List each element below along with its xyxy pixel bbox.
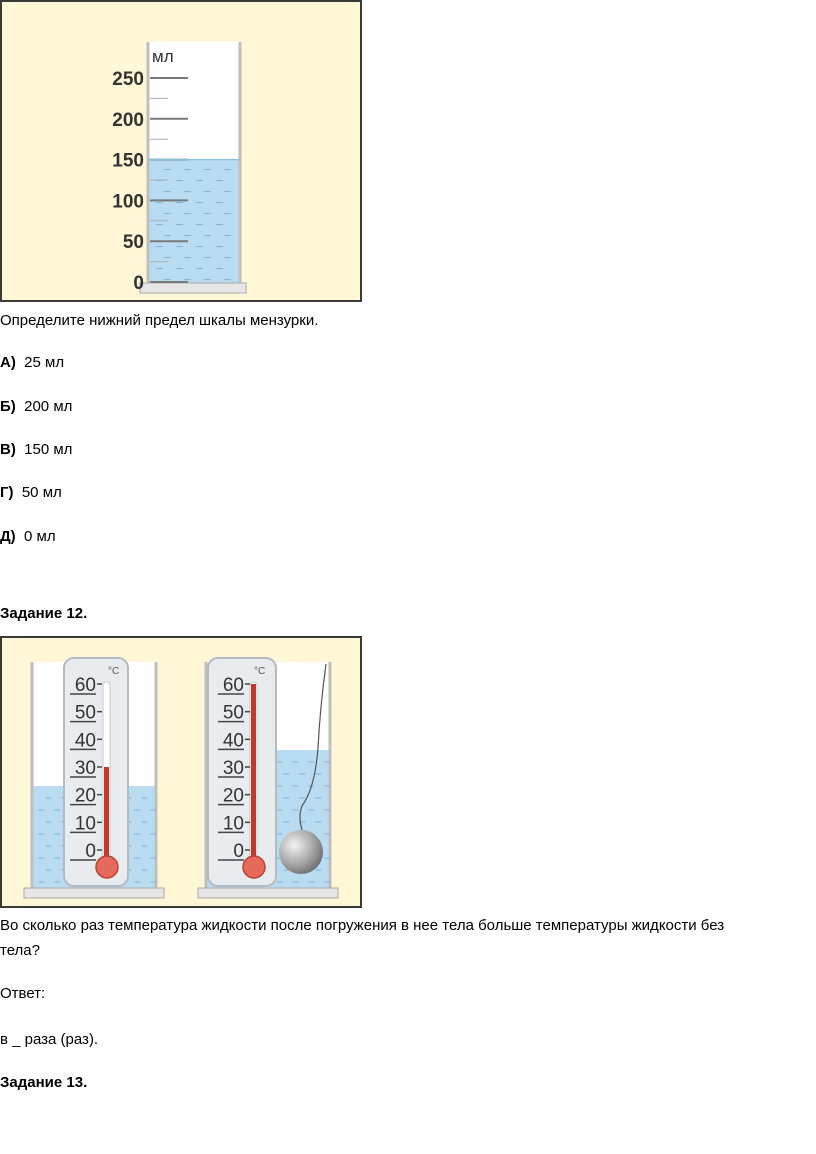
thermo-scale-label: 40 (222, 730, 244, 752)
thermo-scale-label: 60 (74, 675, 96, 696)
left-thermometer-column (104, 767, 109, 864)
beaker-liquid (148, 160, 240, 284)
left-vessel-base (24, 888, 164, 898)
right-vessel-base (198, 888, 338, 898)
left-thermometer (64, 658, 128, 886)
thermo-scale-label: 10 (74, 813, 96, 835)
thermo-scale-label: 30 (74, 758, 96, 779)
right-thermometer-bulb (243, 856, 265, 878)
right-thermometer-column (251, 684, 256, 864)
thermo-scale-label: 0 (233, 841, 244, 862)
immersed-weight (279, 830, 323, 874)
thermo-scale-label: 0 (85, 841, 96, 862)
task11-question: Определите нижний предел шкалы мензурки. (0, 312, 319, 329)
task12-question-line1: Во сколько раз температура жидкости после погружения в нее тела больше температуры жидкости без (0, 917, 725, 934)
option-letter: Б) (0, 398, 16, 415)
scale-label: 200 (112, 109, 144, 131)
thermo-scale-label: 50 (74, 702, 96, 724)
option-text: 50 мл (21, 484, 62, 501)
thermo-scale-label: 60 (222, 675, 244, 696)
option-v (0, 440, 72, 460)
option-text: 200 мл (24, 398, 73, 415)
option-a (0, 353, 64, 373)
option-g (0, 483, 62, 503)
thermo-scale-label: 20 (222, 785, 244, 807)
option-text: 150 мл (24, 441, 73, 458)
answer-line: в _ раза (раз). (0, 1031, 99, 1048)
scale-label: 150 (112, 150, 144, 172)
option-letter: Д) (0, 528, 16, 545)
scale-label: 0 (133, 273, 144, 294)
scale-label: 250 (112, 69, 144, 90)
option-text: 25 мл (24, 354, 65, 371)
option-b (0, 397, 72, 417)
beaker-illustration (2, 2, 360, 300)
thermo-scale-label: 40 (74, 730, 96, 752)
answer-label: Ответ: (0, 985, 46, 1002)
task12-heading: Задание 12. (0, 605, 88, 622)
thermo-scale-label: 10 (222, 813, 244, 835)
thermometers-figure (0, 636, 362, 908)
option-letter: В) (0, 441, 16, 458)
thermo-scale-label: 20 (74, 785, 96, 807)
left-thermometer-bulb (96, 856, 118, 878)
beaker-unit-label: мл (152, 47, 174, 66)
scale-label: 50 (122, 232, 144, 254)
right-unit-label: °C (254, 666, 266, 677)
left-unit-label: °C (108, 666, 120, 677)
scale-label: 100 (112, 191, 144, 213)
option-d (0, 527, 56, 547)
thermo-scale-label: 30 (222, 758, 244, 779)
task13-heading: Задание 13. (0, 1074, 88, 1091)
option-letter: А) (0, 354, 16, 371)
option-letter: Г) (0, 484, 14, 501)
beaker-base (140, 283, 246, 293)
beaker-figure (0, 0, 362, 302)
task12-question-line2: тела? (0, 942, 40, 959)
thermometers-illustration (2, 638, 360, 906)
thermo-scale-label: 50 (222, 702, 244, 724)
option-text: 0 мл (24, 528, 56, 545)
